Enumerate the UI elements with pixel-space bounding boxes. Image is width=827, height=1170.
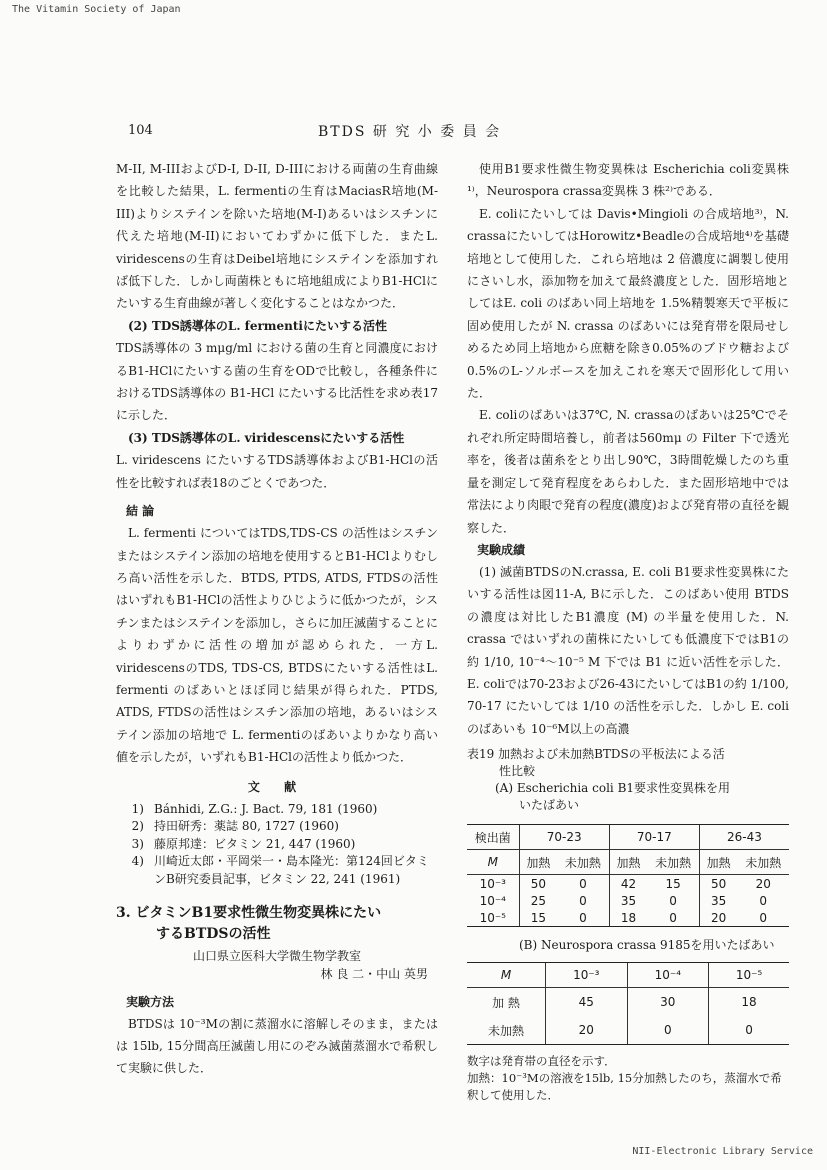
- article-title: [116, 903, 438, 945]
- table-cell: 10⁻⁵: [467, 909, 519, 927]
- table-b: [467, 962, 789, 1045]
- table-cell: 0: [737, 909, 789, 927]
- left-paragraph-1: M-II, M-IIIおよびD-I, D-II, D-IIIにおける両菌の生育曲線を比較した結果，L. fermentiの生育はMaciasR培地(M-III)よりシステインを除いた培地(M-I)あるいはシスチンに代えた培地(M-II)においてわずかに低下した．またL. viridescensの生育はDeibel培地にシステインを添加すれば低下した．しかし両菌株ともに培地組成によりB1-HClにたいする生育曲線が著しく変化することはなかつた．: [116, 162, 438, 311]
- table-caption: [467, 746, 789, 780]
- table-cell: 0: [647, 909, 699, 927]
- table-header-cell: 検出菌: [467, 825, 519, 850]
- section-heading-2: (2) TDS誘導体のL. fermentiにたいする活性: [128, 318, 387, 333]
- article-title-line-1: 3. ビタミンB1要求性微生物変異株にたい: [116, 904, 382, 921]
- table-row: [467, 892, 789, 909]
- table-header-cell: 10⁻³: [546, 963, 628, 988]
- table-cell: 15: [519, 909, 557, 927]
- table-cell: 45: [546, 988, 628, 1017]
- table-cell: 25: [519, 892, 557, 909]
- table-cell: 加 熱: [492, 995, 520, 1010]
- article-title-line-2: するBTDSの活性: [156, 925, 271, 942]
- reference-text: 藤原邦達：ビタミン 21, 447 (1960): [154, 836, 356, 851]
- running-title: BTDS 研 究 小 委 員 会: [318, 124, 502, 140]
- results-heading: 実験成績: [477, 542, 526, 557]
- table-header-cell: 未加熱: [647, 850, 699, 875]
- references-list: [116, 801, 438, 889]
- left-column: [116, 158, 438, 1080]
- table-a-subtitle-line-2: いたばあい: [519, 798, 580, 813]
- table-row: [467, 988, 789, 1017]
- affiliation: 山口県立医科大学微生物学教室: [192, 948, 361, 963]
- table-cell: 18: [709, 988, 789, 1017]
- table-caption-line-1: 表19 加熱および未加熱BTDSの平板法による活: [467, 747, 725, 762]
- reference-item: [116, 836, 438, 854]
- table-cell: 35: [609, 892, 647, 909]
- table-note-line-2: 加熱：10⁻³Mの溶液を15lb, 15分加熱したのち，蒸溜水で希釈して使用した．: [467, 1071, 782, 1103]
- table-row: [467, 1016, 789, 1045]
- table-header-cell: 加熱: [609, 850, 647, 875]
- table-header-cell: 加熱: [519, 850, 557, 875]
- reference-item: [116, 818, 438, 836]
- references-heading: 文 献: [247, 779, 307, 794]
- table-note-line-1: 数字は発育帯の直径を示す．: [467, 1054, 616, 1069]
- table-cell: 0: [759, 893, 768, 908]
- publisher-watermark: The Vitamin Society of Japan: [12, 4, 181, 15]
- authors: 林 良 二・中山 英男: [320, 966, 428, 981]
- table-cell: 50: [699, 875, 737, 893]
- table-a: [467, 824, 789, 927]
- right-paragraph-1: 使用B1要求性微生物変異株は Escherichia coli変異株¹⁾，Neurospora crassa変異株 3 株²⁾である．: [467, 162, 789, 199]
- right-paragraph-2: E. coliにたいしては Davis•Mingioli の合成培地³⁾，N. crassaにたいしてはHorowitz•Beadleの合成培地⁴⁾を基礎培地として使用した．これら培地は 2 倍濃度に調製し使用にさいし水，添加物を加えて最終濃度とした．固形培地としてはE. coli のばあい同上培地を 1.5%精製寒天で平板に固め使用したが N. crassa のばあいには発育帯を限局せしめるため同上培地から庶糖を除き0.05%のブドウ糖および 0.5%のL-ソルボースを加えこれを寒天で固形化して用いた．: [467, 206, 789, 401]
- conclusion-heading: 結 論: [126, 504, 155, 519]
- table-cell: 0: [557, 909, 609, 927]
- reference-text: Bánhidi, Z.G.: J. Bact. 79, 181 (1960): [154, 801, 378, 816]
- table-cell: 0: [709, 1016, 789, 1045]
- left-paragraph-2: TDS誘導体の 3 mμg/ml における菌の生育と同濃度におけるB1-HClにたいする菌の生育をODで比較し，各種条件におけるTDS誘導体の B1-HCl にたいする比活性を求め表17に示した．: [116, 341, 438, 423]
- table-cell: 未加熱: [467, 1016, 546, 1045]
- table-caption-line-2: 性比較: [499, 764, 536, 779]
- reference-text: 持田研秀：薬誌 80, 1727 (1960): [154, 819, 339, 834]
- table-b-subtitle: (B) Neurospora crassa 9185を用いたばあい: [519, 938, 775, 953]
- table-cell: 0: [579, 893, 587, 908]
- table-header-cell: 70-17: [609, 825, 699, 850]
- table-header-cell: 26-43: [699, 825, 789, 850]
- table-cell: 15: [665, 876, 681, 891]
- reference-number: 1): [131, 801, 144, 816]
- reference-text: 川崎近太郎・平岡栄一・島本隆光：第124回ビタミンB研究委員記事，ビタミン 22, 241 (1961): [154, 854, 429, 886]
- conclusion-paragraph: L. fermenti についてはTDS,TDS-CS の活性はシスチンまたはシステイン添加の培地を使用するとB1-HClよりむしろ高い活性を示した．BTDS, PTDS, ATDS, FTDSの活性はいずれもB1-HClの活性よりひじように低かつたが，シスチンまたはシステインを添加し，さらに加圧滅菌することによりわずかに活性の増加が認められた．一方L. viridescensのTDS, TDS-CS, BTDSにたいする活性はL. fermenti のばあいとほぼ同じ結果が得られた．PTDS, ATDS, FTDSの活性はシスチン添加の培地，あるいはシステイン添加の培地で L. fermentiのばあいよりかなり高い値を示したが，いずれもB1-HClの活性より低かつた．: [116, 526, 438, 765]
- table-header-cell: 加熱: [699, 850, 737, 875]
- table-cell: 42: [609, 875, 647, 893]
- table-cell: 0: [669, 893, 677, 908]
- reference-item: [116, 801, 438, 819]
- table-cell: 10⁻⁴: [479, 893, 506, 908]
- reference-number: 3): [131, 836, 144, 851]
- table-cell: 20: [755, 876, 771, 891]
- table-cell: 10⁻³: [479, 876, 506, 891]
- reference-item: [116, 853, 438, 888]
- table-header-cell: 70-23: [519, 825, 609, 850]
- left-paragraph-3: L. viridescens にたいするTDS誘導体およびB1-HClの活性を比較すれば表18のごとくであつた．: [116, 453, 438, 490]
- table-cell: 0: [627, 1016, 709, 1045]
- table-note: [467, 1053, 789, 1104]
- table-cell: 50: [519, 875, 557, 893]
- table-cell: 20: [546, 1016, 628, 1045]
- table-cell: 20: [699, 909, 737, 927]
- table-row: [467, 875, 789, 893]
- reference-number: 4): [131, 854, 144, 869]
- table-header-cell: 10⁻⁵: [709, 963, 789, 988]
- table-header-cell: 10⁻⁴: [627, 963, 709, 988]
- page-number: 104: [128, 123, 153, 138]
- table-a-subtitle: [495, 780, 789, 814]
- table-header-cell: 未加熱: [737, 850, 789, 875]
- table-a-subtitle-line-1: (A) Escherichia coli B1要求性変異株を用: [495, 781, 731, 796]
- right-paragraph-4: (1) 滅菌BTDSのN.crassa, E. coli B1要求性変異株にたいする活性は図11-A, Bに示した．このばあい使用 BTDS の濃度は対比したB1濃度 (M) の半量を使用した．N. crassa ではいずれの菌株にたいしても低濃度下ではB1の約 1/10, 10⁻⁴〜10⁻⁵ M 下では B1 に近い活性を示した．E. coliでは70-23および26-43にたいしてはB1の約 1/100, 70-17 にたいしては 1/10 の活性を示した．しかし E. coli のばあいも 10⁻⁶M以上の高濃: [467, 564, 789, 736]
- reference-number: 2): [131, 819, 144, 834]
- table-cell: 30: [627, 988, 709, 1017]
- methods-paragraph: BTDSは 10⁻³Mの割に蒸溜水に溶解しそのまま，またはは 15lb, 15分間高圧滅菌し用にのぞみ滅菌蒸溜水で希釈して実験に供した．: [116, 1016, 438, 1076]
- methods-heading: 実験方法: [126, 994, 175, 1009]
- table-cell: 18: [609, 909, 647, 927]
- table-header-cell: 未加熱: [557, 850, 609, 875]
- section-heading-3: (3) TDS誘導体のL. viridescensにたいする活性: [128, 430, 405, 445]
- table-cell: 35: [699, 892, 737, 909]
- table-header-cell: M: [467, 850, 519, 875]
- table-row: [467, 909, 789, 927]
- library-watermark: NII-Electronic Library Service: [632, 1146, 813, 1157]
- table-cell: 0: [579, 876, 587, 891]
- right-column: [467, 158, 789, 1104]
- table-header-cell: M: [467, 963, 546, 988]
- right-paragraph-3: E. coliのばあいは37℃, N. crassaのばあいは25℃でそれぞれ所定時間培養し，前者は560mμ の Filter 下で透光率を，後者は菌糸をとり出し90℃，3時間乾燥したのち重量を測定して発育程度をあらわした．また固形培地中では常法により肉眼で発育の程度(濃度)および発育帯の直径を観察した．: [467, 408, 789, 535]
